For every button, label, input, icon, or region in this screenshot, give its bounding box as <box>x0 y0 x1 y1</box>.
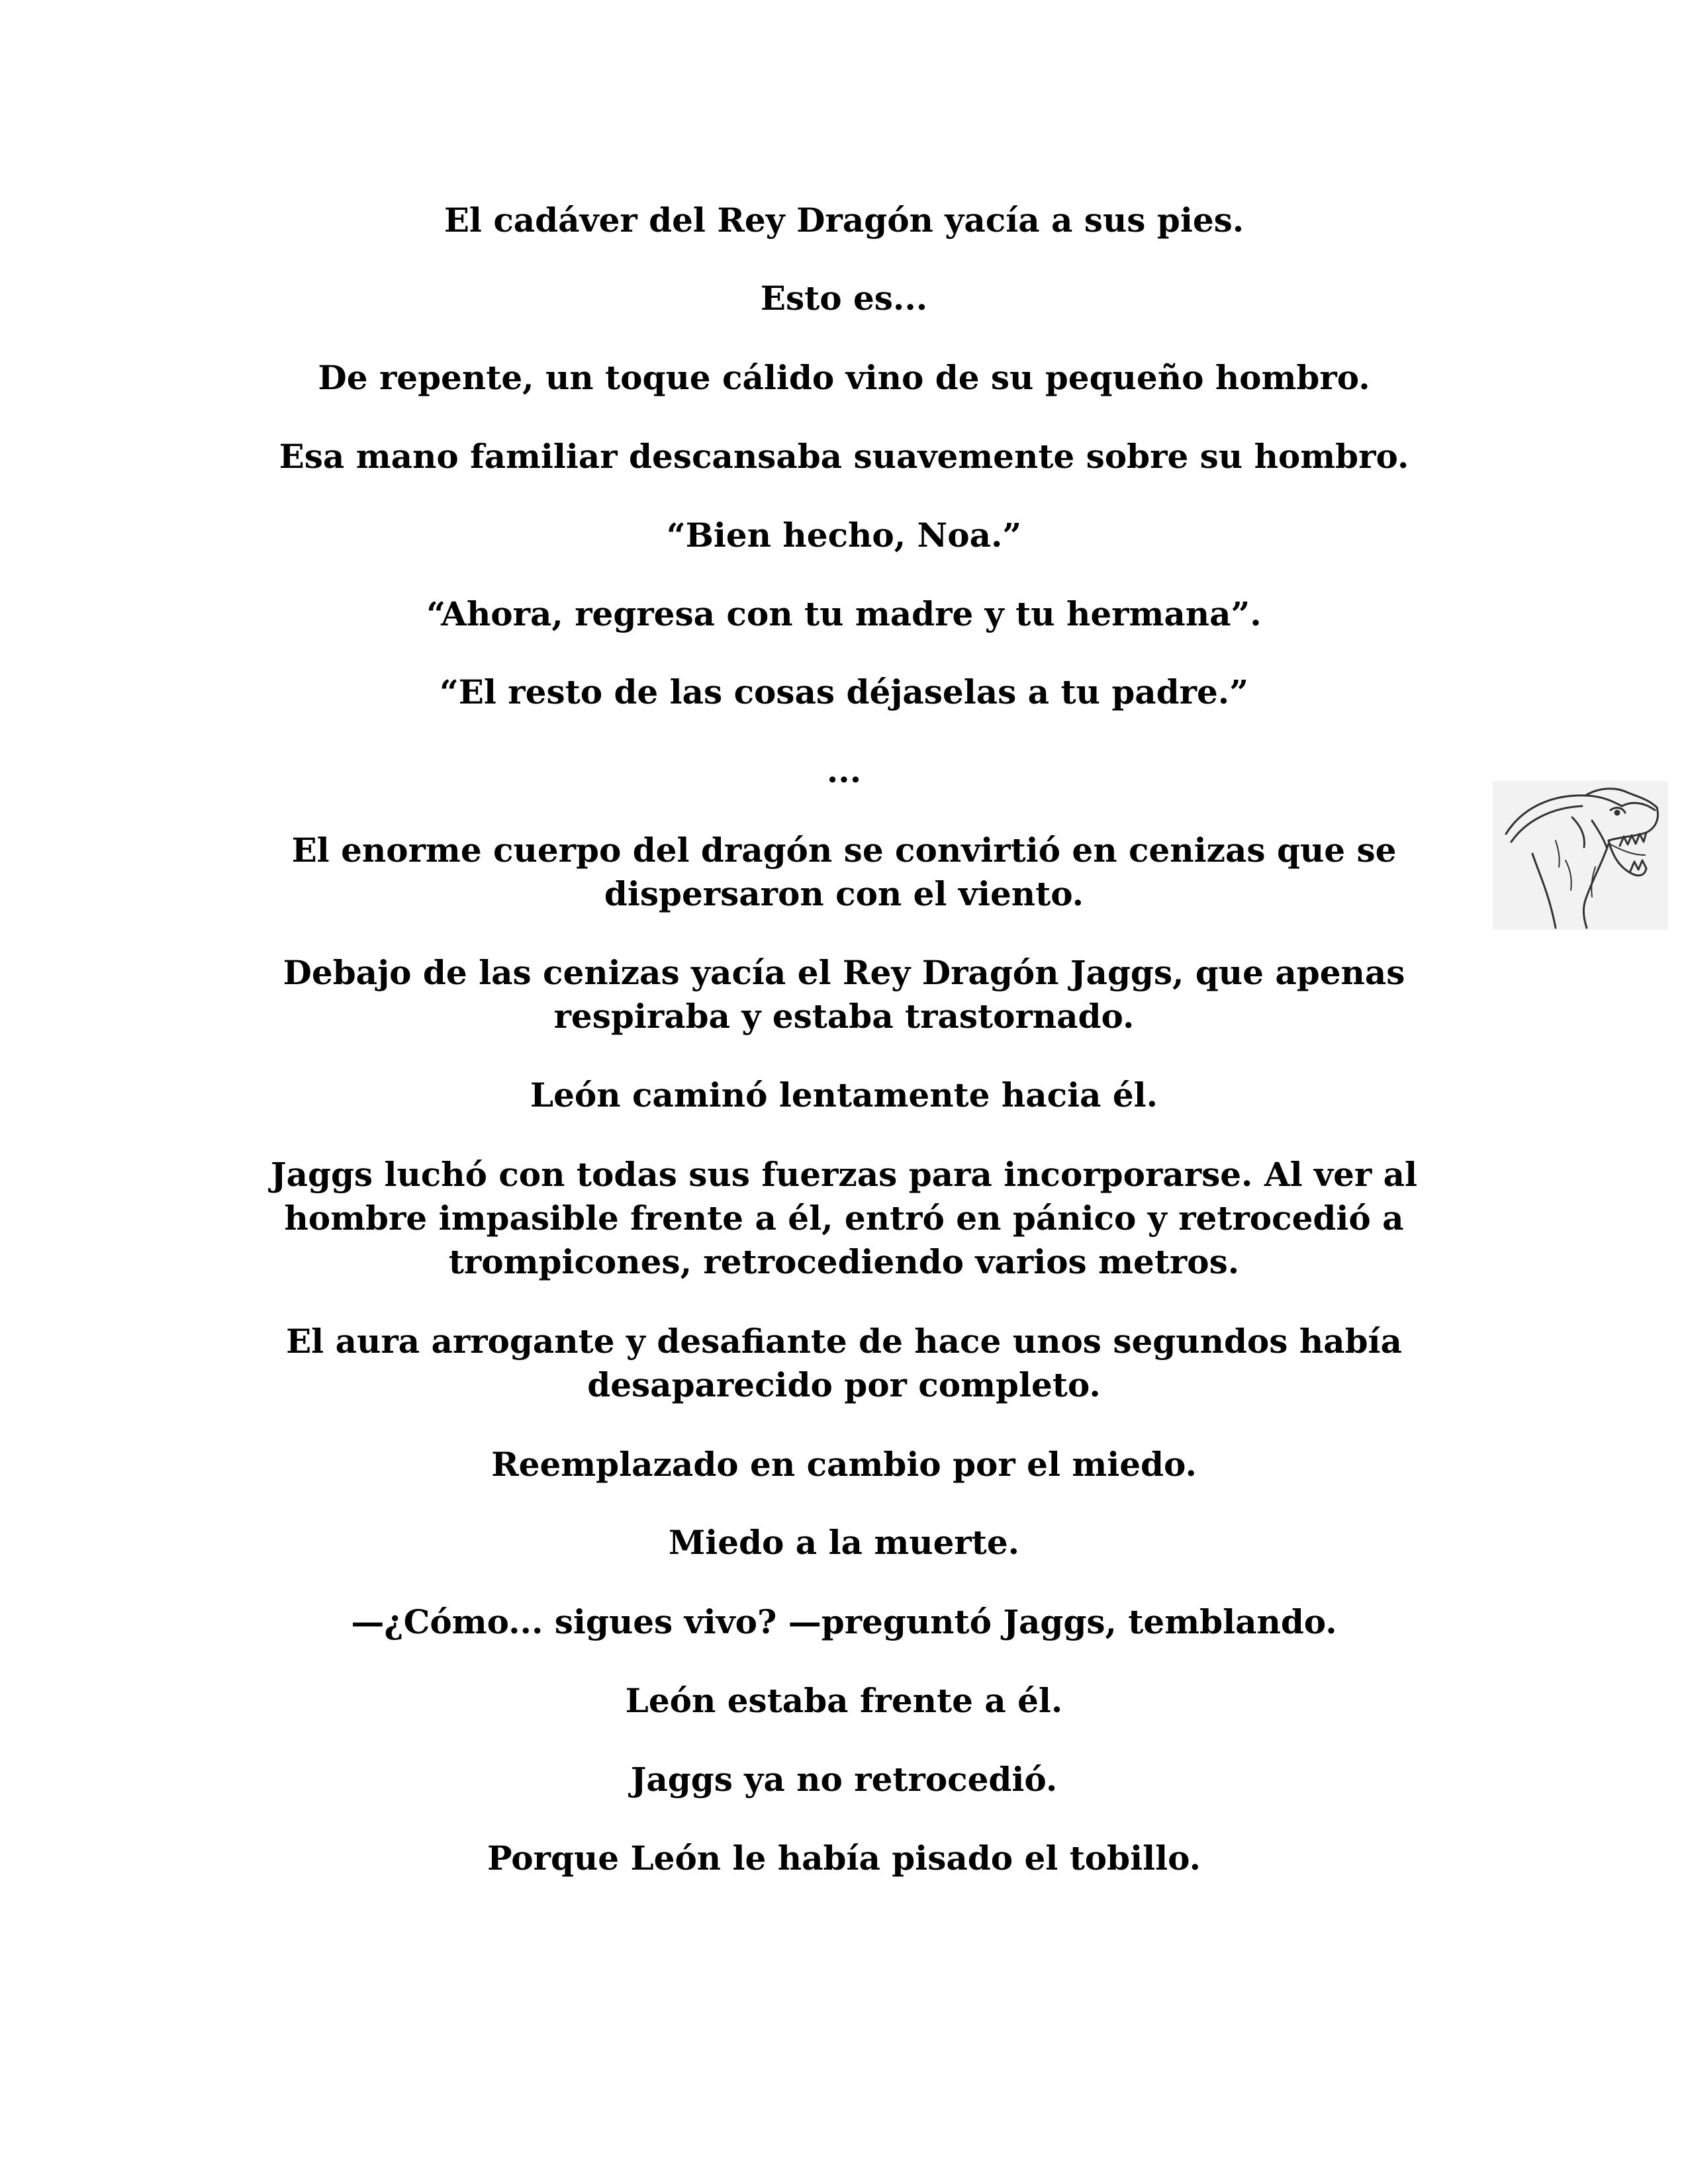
paragraph <box>199 1153 1489 1284</box>
paragraph-line: “Bien hecho, Noa.” <box>666 516 1022 555</box>
paragraph <box>199 356 1489 400</box>
paragraph-line: desaparecido por completo. <box>587 1365 1101 1404</box>
paragraph <box>199 1679 1489 1723</box>
paragraph-line: Esto es... <box>760 279 928 318</box>
paragraph-line: El enorme cuerpo del dragón se convirtió en cenizas que se <box>291 831 1397 870</box>
paragraph <box>199 1521 1489 1565</box>
paragraph-line: León estaba frente a él. <box>625 1681 1063 1720</box>
paragraph <box>199 1600 1489 1644</box>
paragraph <box>199 951 1489 1038</box>
paragraph <box>199 829 1489 916</box>
dinosaur-head-sketch-icon <box>1493 781 1668 930</box>
paragraph <box>199 435 1489 478</box>
paragraph-line: respiraba y estaba trastornado. <box>553 997 1135 1036</box>
paragraph-line: trompicones, retrocediendo varios metros. <box>448 1242 1240 1281</box>
paragraph-line: “El resto de las cosas déjaselas a tu padre.” <box>440 672 1248 711</box>
paragraph-line: Jaggs luchó con todas sus fuerzas para incorporarse. Al ver al <box>270 1155 1418 1194</box>
paragraph-line: El cadáver del Rey Dragón yacía a sus pies. <box>444 201 1244 240</box>
paragraph-line: “Ahora, regresa con tu madre y tu hermana”. <box>426 594 1262 633</box>
paragraph-line: De repente, un toque cálido vino de su pequeño hombro. <box>318 358 1370 397</box>
paragraph <box>199 514 1489 557</box>
paragraph-line: Reemplazado en cambio por el miedo. <box>491 1445 1197 1484</box>
paragraph <box>199 1073 1489 1117</box>
paragraph-line: León caminó lentamente hacia él. <box>530 1075 1158 1115</box>
paragraph-line: Porque León le había pisado el tobillo. <box>487 1839 1201 1878</box>
scene-break <box>199 749 1489 793</box>
paragraph <box>199 277 1489 320</box>
paragraph <box>199 199 1489 242</box>
paragraph <box>199 1443 1489 1486</box>
paragraph-line: dispersaron con el viento. <box>604 874 1084 913</box>
paragraph-line: Debajo de las cenizas yacía el Rey Dragón Jaggs, que apenas <box>283 953 1405 992</box>
paragraph <box>199 1320 1489 1407</box>
paragraph <box>199 1758 1489 1801</box>
paragraph <box>199 1837 1489 1880</box>
paragraph-line: Esa mano familiar descansaba suavemente sobre su hombro. <box>279 437 1409 476</box>
paragraph-line: —¿Cómo... sigues vivo? —preguntó Jaggs, temblando. <box>351 1602 1337 1641</box>
paragraph-line: El aura arrogante y desafiante de hace unos segundos había <box>286 1322 1402 1361</box>
paragraph-line: Jaggs ya no retrocedió. <box>630 1760 1058 1799</box>
paragraph <box>199 592 1489 636</box>
paragraph-line: Miedo a la muerte. <box>668 1523 1020 1562</box>
paragraph <box>199 670 1489 714</box>
paragraph-line: hombre impasible frente a él, entró en pánico y retrocedió a <box>284 1199 1404 1238</box>
paragraph-line: ... <box>826 751 862 790</box>
